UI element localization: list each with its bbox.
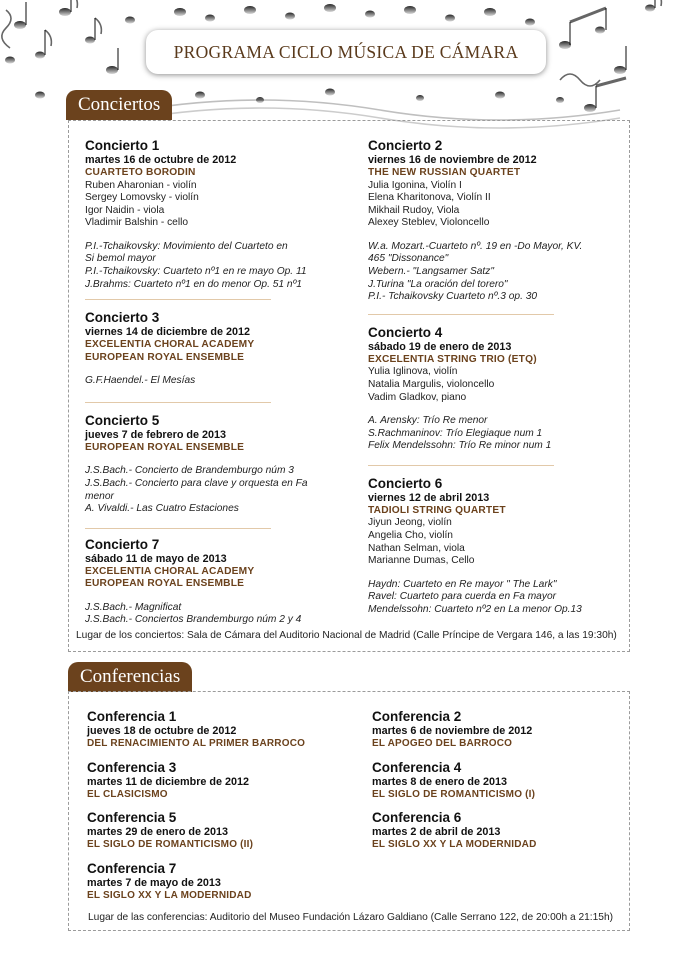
- lecture-title: Conferencia 4: [372, 759, 462, 775]
- separator-line: [85, 402, 271, 403]
- lecture-entry: [87, 760, 357, 802]
- lecture-entry: [87, 810, 357, 852]
- conferencias-right-column: [372, 709, 622, 861]
- work-line: menor: [85, 490, 114, 502]
- work-line: Webern.- "Langsamer Satz": [368, 266, 494, 278]
- ensemble-name: CUARTETO BORODIN: [85, 167, 196, 178]
- lecture-title: Conferencia 5: [87, 810, 177, 825]
- performer: Vladimir Balshin - cello: [85, 217, 189, 229]
- conferencias-left-column: [87, 709, 357, 911]
- separator-line: [85, 299, 271, 300]
- lecture-title: Conferencia 2: [372, 709, 462, 724]
- separator-line: [368, 314, 554, 315]
- concert-title: Concierto 1: [85, 138, 160, 153]
- separator-line: [85, 528, 271, 529]
- program-works: [368, 579, 630, 617]
- conferencias-venue: Lugar de las conferencias: Auditorio del Museo Fundación Lázaro Galdiano (Calle Serrano 122, de 20:00h a 21:15h): [88, 912, 613, 923]
- lecture-topic: EL SIGLO DE ROMANTICISMO (II): [87, 839, 254, 850]
- concert-date: viernes 14 de diciembre de 2012: [85, 326, 251, 339]
- concert-entry: [85, 310, 355, 388]
- performer: Natalia Margulis, violoncello: [368, 378, 495, 390]
- work-line: P.I.-Tchaikovsky: Cuarteto nº1 en re mayo Op. 11: [85, 266, 307, 278]
- work-line: J.S.Bach.- Concierto de Brandemburgo núm 3: [85, 465, 294, 477]
- lecture-date: martes 8 de enero de 2013: [372, 775, 508, 788]
- lecture-entry: [372, 810, 622, 852]
- lecture-date: martes 29 de enero de 2013: [87, 826, 229, 838]
- work-line: Mendelssohn: Cuarteto nº2 en La menor Op.13: [368, 603, 582, 615]
- separator-line: [368, 465, 554, 466]
- concert-entry: [368, 476, 630, 617]
- performer: Sergey Lomovsky - violín: [85, 192, 199, 204]
- performer: Angelia Cho, violín: [368, 530, 453, 541]
- performer: Jiyun Jeong, violín: [368, 517, 452, 529]
- ensemble-name: EXCELENTIA CHORAL ACADEMY: [85, 339, 255, 351]
- concert-entry: [368, 138, 630, 304]
- ensemble-name: THE NEW RUSSIAN QUARTET: [368, 167, 521, 178]
- performer: Alexey Steblev, Violoncello: [368, 217, 490, 229]
- program-title: PROGRAMA CICLO MÚSICA DE CÁMARA: [173, 41, 519, 62]
- work-line: P.I.-Tchaikovsky: Movimiento del Cuarteto en: [85, 240, 288, 252]
- work-line: A. Arensky: Trío Re menor: [368, 415, 488, 427]
- concert-date: jueves 7 de febrero de 2013: [85, 428, 227, 441]
- lecture-title: Conferencia 7: [87, 860, 177, 876]
- concert-title: Concierto 4: [368, 324, 443, 340]
- lecture-topic: EL SIGLO DE ROMANTICISMO (I): [372, 788, 536, 800]
- lecture-topic: EL CLASICISMO: [87, 788, 168, 800]
- lecture-title: Conferencia 3: [87, 759, 177, 775]
- program-works: [85, 375, 355, 388]
- lecture-date: martes 7 de mayo de 2013: [87, 876, 221, 889]
- program-works: [85, 602, 355, 627]
- lecture-title: Conferencia 1: [87, 709, 177, 724]
- conciertos-tab-label: Conciertos: [78, 94, 161, 115]
- performer: Elena Kharitonova, Violín II: [368, 192, 491, 204]
- work-line: G.F.Haendel.- El Mesías: [85, 375, 196, 387]
- lecture-entry: [372, 760, 622, 802]
- lecture-title: Conferencia 6: [372, 810, 462, 825]
- performer: Nathan Selman, viola: [368, 542, 465, 554]
- lecture-topic: DEL RENACIMIENTO AL PRIMER BARROCO: [87, 738, 306, 749]
- lecture-topic: EL APOGEO DEL BARROCO: [372, 738, 513, 749]
- concert-date: martes 16 de octubre de 2012: [85, 154, 237, 166]
- ensemble-name: EXCELENTIA STRING TRIO (ETQ): [368, 353, 537, 365]
- lecture-entry: [87, 861, 357, 903]
- work-line: 465 "Dissonance": [368, 253, 449, 265]
- work-line: P.I.- Tchaikovsky Cuarteto nº.3 op. 30: [368, 291, 538, 303]
- conciertos-left-column: [85, 138, 355, 627]
- performer: Igor Naidin - viola: [85, 204, 165, 216]
- concert-entry: [368, 325, 630, 453]
- concert-entry: [85, 138, 355, 291]
- work-line: Felix Mendelssohn: Trío Re minor num 1: [368, 440, 552, 452]
- program-works: [368, 241, 630, 304]
- performer: Vadim Gladkov, piano: [368, 391, 467, 403]
- conciertos-venue: Lugar de los conciertos: Sala de Cámara del Auditorio Nacional de Madrid (Calle Príncipe de Vergara 146, a las 19:30h): [76, 630, 617, 641]
- work-line: Ravel: Cuarteto para cuerda en Fa mayor: [368, 591, 556, 603]
- concert-title: Concierto 7: [85, 536, 160, 552]
- performer: Yulia Iglinova, violín: [368, 366, 458, 378]
- ensemble-name: EXCELENTIA CHORAL ACADEMY: [85, 565, 255, 577]
- concert-title: Concierto 5: [85, 412, 160, 428]
- ensemble-name: TADIOLI STRING QUARTET: [368, 504, 506, 516]
- performer: Marianne Dumas, Cello: [368, 555, 475, 567]
- work-line: A. Vivaldi.- Las Cuatro Estaciones: [85, 503, 239, 515]
- performer: Ruben Aharonian - violín: [85, 179, 197, 191]
- program-works: [85, 465, 355, 515]
- work-line: J.Brahms: Cuarteto nº1 en do menor Op. 51 nº1: [85, 278, 302, 290]
- work-line: Si bemol mayor: [85, 253, 156, 265]
- work-line: Haydn: Cuarteto en Re mayor " The Lark": [368, 578, 557, 590]
- program-works: [85, 241, 355, 291]
- work-line: J.S.Bach.- Concierto para clave y orquesta en Fa: [85, 477, 308, 489]
- ensemble-name: EUROPEAN ROYAL ENSEMBLE: [85, 351, 245, 363]
- conferencias-tab-label: Conferencias: [80, 666, 181, 687]
- lecture-date: martes 6 de noviembre de 2012: [372, 725, 533, 737]
- work-line: S.Rachmaninov: Trío Elegiaque num 1: [368, 427, 543, 439]
- concert-date: sábado 19 de enero de 2013: [368, 340, 512, 353]
- conciertos-right-column: [368, 138, 630, 617]
- performer: Julia Igonina, Violín I: [368, 179, 462, 191]
- program-works: [368, 415, 630, 453]
- performer: Mikhail Rudoy, Viola: [368, 204, 460, 216]
- concert-date: sábado 11 de mayo de 2013: [85, 552, 227, 565]
- conferencias-tab: [68, 662, 192, 692]
- lecture-entry: [372, 709, 622, 751]
- concert-date: viernes 12 de abril 2013: [368, 491, 490, 504]
- program-title-box: [146, 30, 546, 74]
- lecture-date: martes 2 de abril de 2013: [372, 826, 501, 838]
- concert-title: Concierto 2: [368, 138, 443, 153]
- work-line: J.S.Bach.- Conciertos Brandemburgo núm 2 y 4: [85, 614, 302, 626]
- work-line: W.a. Mozart.-Cuarteto nº. 19 en -Do Mayor, KV.: [368, 240, 583, 252]
- concert-title: Concierto 6: [368, 475, 443, 491]
- lecture-topic: EL SIGLO XX Y LA MODERNIDAD: [87, 889, 252, 901]
- work-line: J.Turina "La oración del torero": [368, 278, 508, 290]
- concert-title: Concierto 3: [85, 310, 160, 326]
- ensemble-name: EUROPEAN ROYAL ENSEMBLE: [85, 441, 245, 453]
- concert-entry: [85, 537, 355, 627]
- lecture-date: jueves 18 de octubre de 2012: [87, 725, 237, 737]
- ensemble-name: EUROPEAN ROYAL ENSEMBLE: [85, 578, 245, 590]
- lecture-entry: [87, 709, 357, 751]
- concert-entry: [85, 413, 355, 516]
- conciertos-tab: [66, 90, 172, 120]
- lecture-date: martes 11 de diciembre de 2012: [87, 775, 250, 788]
- work-line: J.S.Bach.- Magnificat: [85, 601, 182, 613]
- lecture-topic: EL SIGLO XX Y LA MODERNIDAD: [372, 839, 537, 850]
- concert-date: viernes 16 de noviembre de 2012: [368, 154, 537, 166]
